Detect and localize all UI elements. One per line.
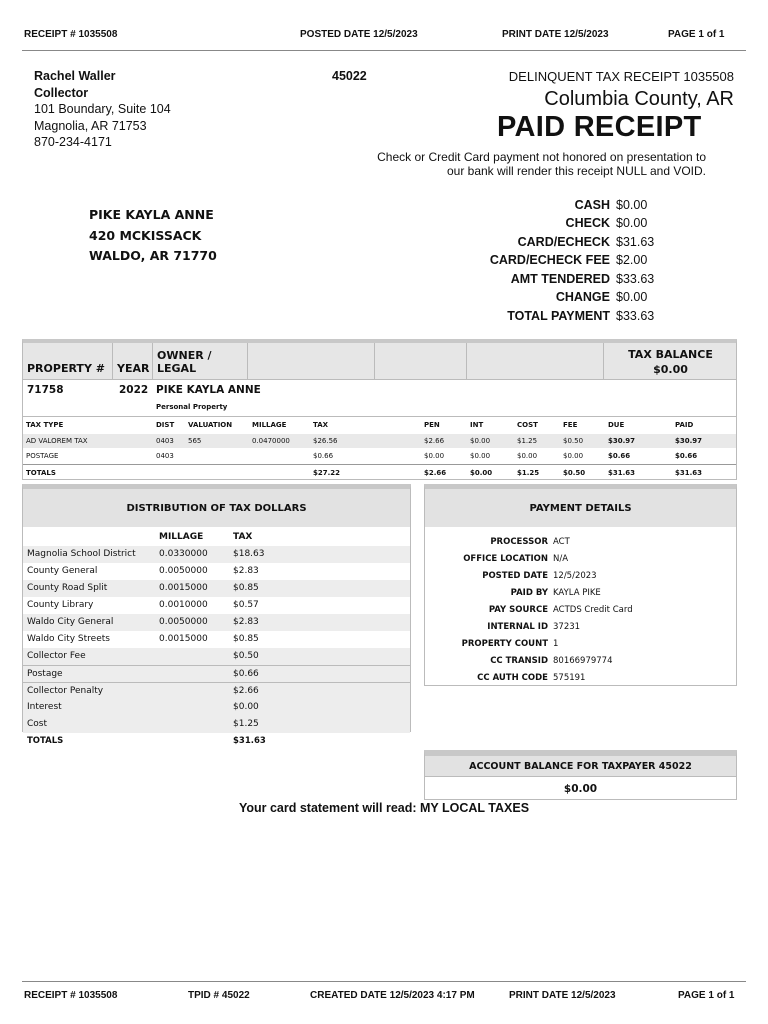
taxpayer-name: PIKE KAYLA ANNE (89, 207, 214, 222)
property-legal: Personal Property (156, 403, 228, 411)
detail-cc-transid: CC TRANSID 80166979774 (490, 656, 613, 666)
distribution-panel (22, 484, 411, 732)
taxpayer-address-2: WALDO, AR 71770 (89, 248, 217, 263)
account-balance-title: ACCOUNT BALANCE FOR TAXPAYER 45022 (425, 756, 736, 777)
detail-col-tax: TAX (313, 421, 329, 429)
paid-receipt-title: PAID RECEIPT (497, 111, 702, 143)
total-payment-label: TOTAL PAYMENT (507, 309, 610, 323)
table-row: POSTAGE 0403 $0.66 $0.00 $0.00 $0.00 $0.00 $0.66 $0.66 (26, 452, 698, 460)
payment-details-panel (424, 484, 737, 686)
check-value: $0.00 (616, 216, 648, 230)
footer-receipt-number: RECEIPT # 1035508 (24, 990, 118, 1001)
footer-page-number: PAGE 1 of 1 (678, 990, 735, 1001)
notice-line-1: Check or Credit Card payment not honored on presentation to (377, 150, 706, 164)
detail-cc-auth-code: CC AUTH CODE 575191 (477, 673, 586, 683)
detail-col-int: INT (470, 421, 484, 429)
bottom-divider (22, 981, 746, 982)
detail-property-count: PROPERTY COUNT 1 (461, 639, 559, 649)
total-payment-value: $33.63 (616, 309, 655, 323)
cash-value: $0.00 (616, 198, 648, 212)
card-fee-value: $2.00 (616, 253, 648, 267)
distribution-title: DISTRIBUTION OF TAX DOLLARS (23, 489, 410, 527)
account-number: 45022 (332, 69, 367, 83)
collector-address-2: Magnolia, AR 71753 (34, 118, 147, 133)
account-balance-panel (424, 750, 737, 800)
print-date: PRINT DATE 12/5/2023 (502, 29, 609, 40)
collector-address-1: 101 Boundary, Suite 104 (34, 102, 171, 117)
list-item: Cost $1.25 (23, 716, 410, 733)
detail-col-cost: COST (517, 421, 538, 429)
tax-balance (604, 347, 737, 377)
distribution-totals-value: $31.63 (233, 736, 266, 746)
county-name: Columbia County, AR (544, 88, 734, 110)
tax-balance-value: $0.00 (653, 363, 688, 376)
card-echeck-label: CARD/ECHECK (517, 235, 610, 249)
page-number: PAGE 1 of 1 (668, 29, 725, 40)
collector-title: Collector (34, 85, 89, 100)
detail-col-fee: FEE (563, 421, 578, 429)
collector-phone: 870-234-4171 (34, 135, 112, 150)
distribution-header: MILLAGE TAX (159, 532, 253, 542)
notice-line-2: our bank will render this receipt NULL and VOID. (446, 164, 706, 178)
card-statement-note: Your card statement will read: MY LOCAL TAXES (238, 801, 530, 815)
property-number: 71758 (27, 384, 64, 396)
property-year: 2022 (119, 384, 149, 396)
posted-date: POSTED DATE 12/5/2023 (300, 29, 418, 40)
tax-balance-label: TAX BALANCE (628, 348, 713, 361)
list-item: Postage $0.66 (23, 665, 410, 682)
col-year: YEAR (117, 362, 150, 375)
col-owner: OWNER / LEGAL (157, 349, 212, 375)
collector-name: Rachel Waller (34, 69, 116, 83)
change-value: $0.00 (616, 290, 648, 304)
property-owner: PIKE KAYLA ANNE (156, 384, 261, 396)
card-fee-label: CARD/ECHECK FEE (489, 253, 610, 267)
cash-label: CASH (574, 198, 610, 212)
detail-col-millage: MILLAGE (252, 421, 287, 429)
list-item: County Library 0.0010000 $0.57 (27, 600, 259, 610)
detail-col-pen: PEN (424, 421, 440, 429)
table-row: AD VALOREM TAX 0403 565 0.0470000 $26.56 $2.66 $0.00 $1.25 $0.50 $30.97 $30.97 (23, 434, 736, 448)
detail-office-location: OFFICE LOCATION N/A (463, 554, 569, 564)
taxpayer-address-1: 420 MCKISSACK (89, 227, 202, 243)
receipt-number: RECEIPT # 1035508 (24, 29, 118, 40)
detail-col-dist: DIST (156, 421, 175, 429)
list-item: Collector Fee $0.50 (23, 648, 410, 665)
property-table-header (23, 343, 736, 379)
amt-tendered-label: AMT TENDERED (510, 272, 610, 286)
check-label: CHECK (565, 216, 610, 230)
list-item: Interest $0.00 (23, 699, 410, 716)
footer-print-date: PRINT DATE 12/5/2023 (509, 990, 616, 1001)
amt-tendered-value: $33.63 (616, 272, 655, 286)
detail-col-valuation: VALUATION (188, 421, 233, 429)
list-item: County General 0.0050000 $2.83 (27, 566, 259, 576)
detail-col-paid: PAID (675, 421, 694, 429)
footer-tpid: TPID # 45022 (188, 990, 250, 1001)
taxpayer-block (89, 205, 217, 267)
list-item: Waldo City General 0.0050000 $2.83 (23, 614, 410, 631)
footer-created-date: CREATED DATE 12/5/2023 4:17 PM (310, 990, 475, 1001)
detail-paid-by: PAID BY KAYLA PIKE (510, 588, 601, 598)
list-item: Collector Penalty $2.66 (23, 682, 410, 699)
list-item: Magnolia School District 0.0330000 $18.63 (23, 546, 410, 563)
detail-posted-date: POSTED DATE 12/5/2023 (482, 571, 597, 581)
col-property: PROPERTY # (27, 362, 105, 375)
delinquent-title: DELINQUENT TAX RECEIPT 1035508 (508, 69, 734, 84)
collector-block (34, 68, 171, 151)
distribution-totals-label: TOTALS (27, 736, 64, 746)
card-echeck-value: $31.63 (616, 235, 655, 249)
list-item: Waldo City Streets 0.0015000 $0.85 (27, 634, 259, 644)
totals-row: TOTALS $27.22 $2.66 $0.00 $1.25 $0.50 $31.63 $31.63 (26, 469, 703, 477)
account-balance-value: $0.00 (563, 783, 598, 795)
list-item: County Road Split 0.0015000 $0.85 (23, 580, 410, 597)
change-label: CHANGE (555, 290, 610, 304)
property-table (22, 339, 737, 480)
detail-col-tax-type: TAX TYPE (26, 421, 64, 429)
detail-internal-id: INTERNAL ID 37231 (487, 622, 581, 632)
payment-details-title: PAYMENT DETAILS (425, 489, 736, 527)
detail-pay-source: PAY SOURCE ACTDS Credit Card (488, 605, 633, 615)
detail-processor: PROCESSOR ACT (490, 537, 570, 547)
detail-col-due: DUE (608, 421, 625, 429)
top-divider (22, 50, 746, 51)
